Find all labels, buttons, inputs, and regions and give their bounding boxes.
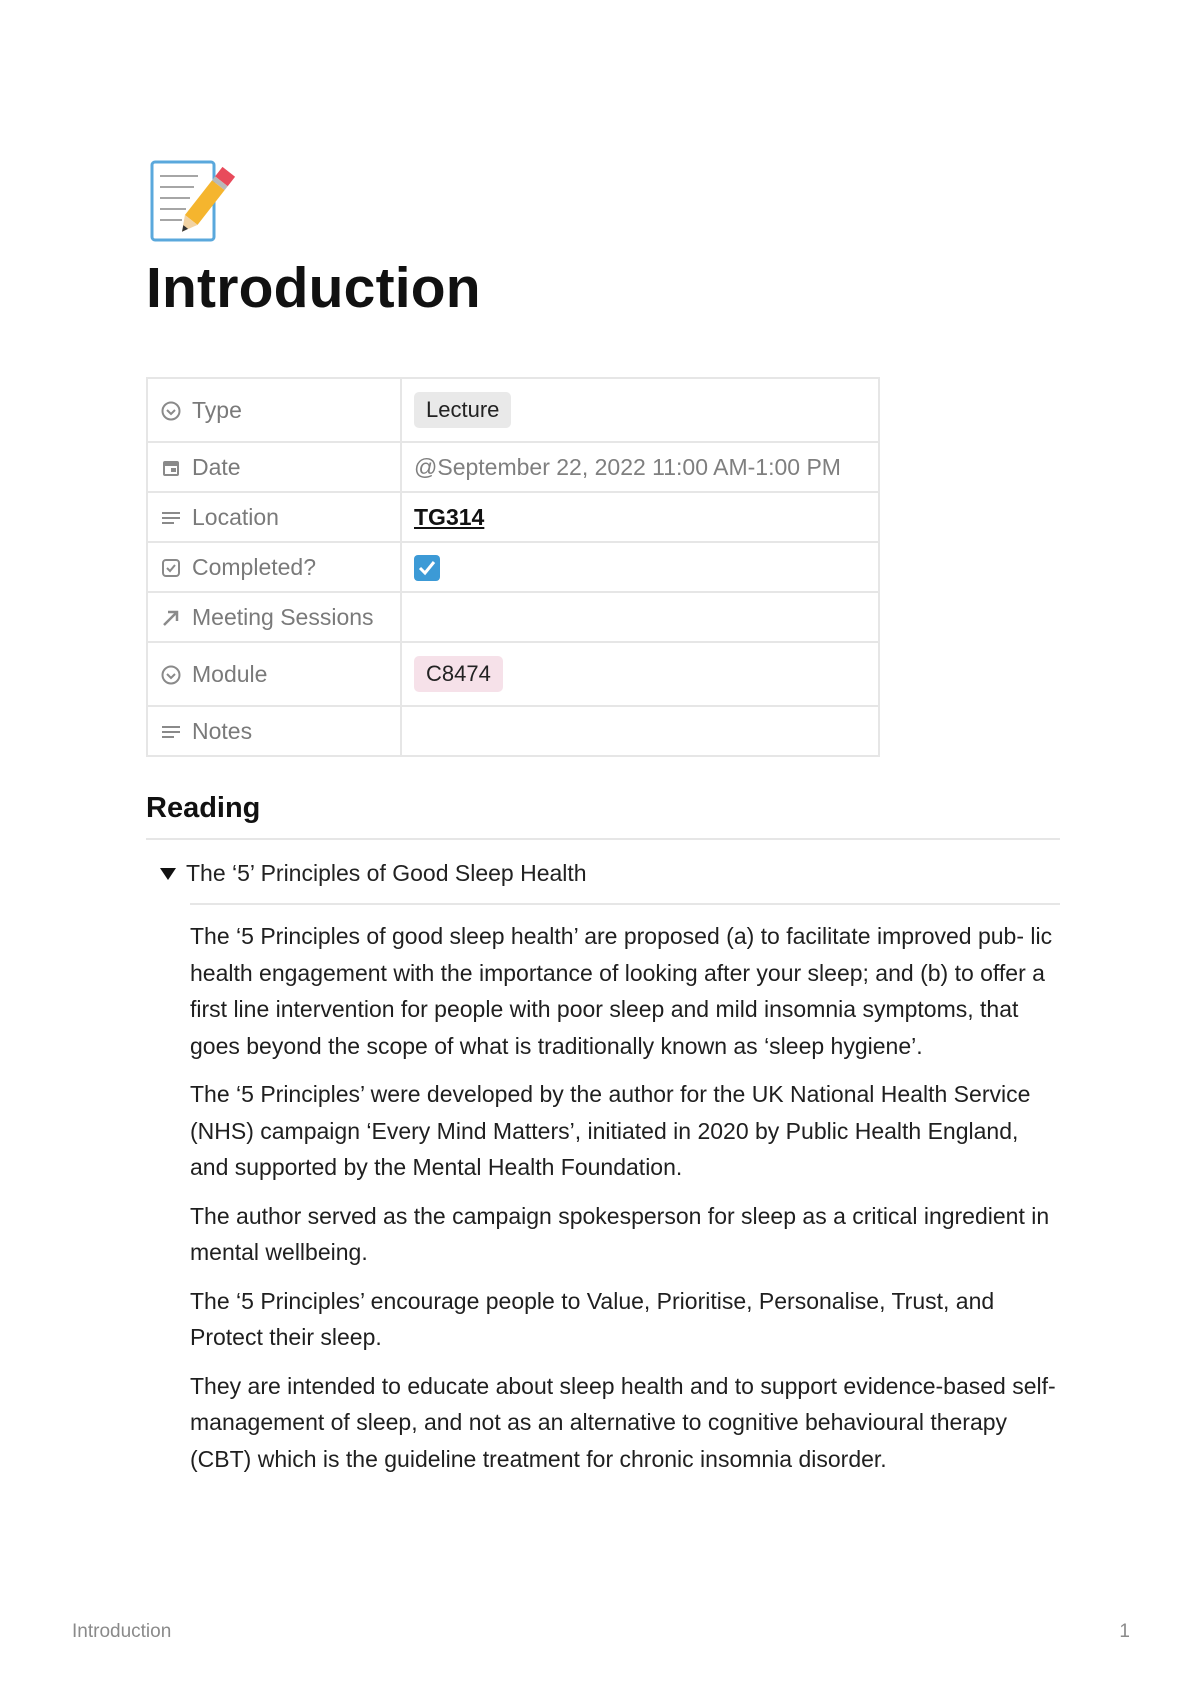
property-row-meeting-sessions (147, 592, 879, 642)
properties-table (146, 377, 880, 757)
divider (190, 903, 1060, 905)
checkbox-icon (160, 557, 182, 579)
property-value-meeting-sessions[interactable] (401, 592, 879, 642)
paragraph: The ‘5 Principles’ were developed by the author for the UK National Health Service (NHS) campaign ‘Every Mind Matters’, initiated in 2020 by Public Health England, and supported by the Mental Health Foundation. (190, 1081, 1031, 1180)
select-icon (160, 664, 182, 686)
property-row-location (147, 492, 879, 542)
property-label: Module (192, 660, 268, 687)
memo-pencil-icon (146, 156, 236, 246)
divider (146, 838, 1060, 840)
page-title: Introduction (146, 256, 481, 320)
property-row-notes (147, 706, 879, 756)
property-value-module[interactable] (401, 642, 879, 706)
property-value-completed[interactable] (401, 542, 879, 592)
property-row-date (147, 442, 879, 492)
text-lines-icon (160, 507, 182, 529)
paragraph: They are intended to educate about sleep health and to support evidence-based self-management of sleep, and not as an alternative to cognitive behavioural therapy (CBT) which is the guideline treatment for chronic insomnia disorder. (190, 1372, 1056, 1472)
toggle-title: The ‘5’ Principles of Good Sleep Health (186, 860, 587, 886)
paragraph: The author served as the campaign spokesperson for sleep as a critical ingredient in mental wellbeing. (190, 1202, 1050, 1265)
module-tag[interactable]: C8474 (414, 656, 503, 692)
paragraph: The ‘5 Principles’ encourage people to Value, Prioritise, Personalise, Trust, and Protect their sleep. (190, 1287, 995, 1350)
property-label: Date (192, 453, 241, 480)
completed-checkbox[interactable] (414, 555, 440, 581)
property-value-location[interactable] (401, 492, 879, 542)
select-icon (160, 400, 182, 422)
date-value[interactable]: @September 22, 2022 11:00 AM-1:00 PM (414, 453, 841, 480)
property-label: Meeting Sessions (192, 603, 374, 630)
footer-title: Introduction (72, 1621, 172, 1642)
property-value-notes[interactable] (401, 706, 879, 756)
property-value-date[interactable] (401, 442, 879, 492)
property-label: Completed? (192, 553, 317, 580)
toggle-sleep-principles[interactable] (160, 860, 587, 887)
type-tag[interactable]: Lecture (414, 392, 511, 428)
calendar-icon (160, 457, 182, 479)
relation-arrow-icon (160, 607, 182, 629)
toggle-triangle-icon[interactable] (160, 867, 176, 881)
property-label: Location (192, 503, 279, 530)
location-link[interactable]: TG314 (414, 503, 485, 530)
paragraph: The ‘5 Principles of good sleep health’ are proposed (a) to facilitate improved pub- lic health engagement with the importance of looking after your sleep; and (b) to offer a first line intervention for people with poor sleep and mild insomnia symptoms, that goes beyond the scope of what is traditionally known as ‘sleep hygiene’. (190, 923, 1053, 1059)
text-lines-icon (160, 721, 182, 743)
page-number: 1 (1119, 1621, 1130, 1642)
reading-heading: Reading (146, 792, 261, 824)
property-value-type[interactable] (401, 378, 879, 442)
toggle-content (190, 918, 1060, 1489)
property-label: Type (192, 396, 242, 423)
property-row-module (147, 642, 879, 706)
property-label: Notes (192, 717, 253, 744)
property-row-completed (147, 542, 879, 592)
property-row-type (147, 378, 879, 442)
